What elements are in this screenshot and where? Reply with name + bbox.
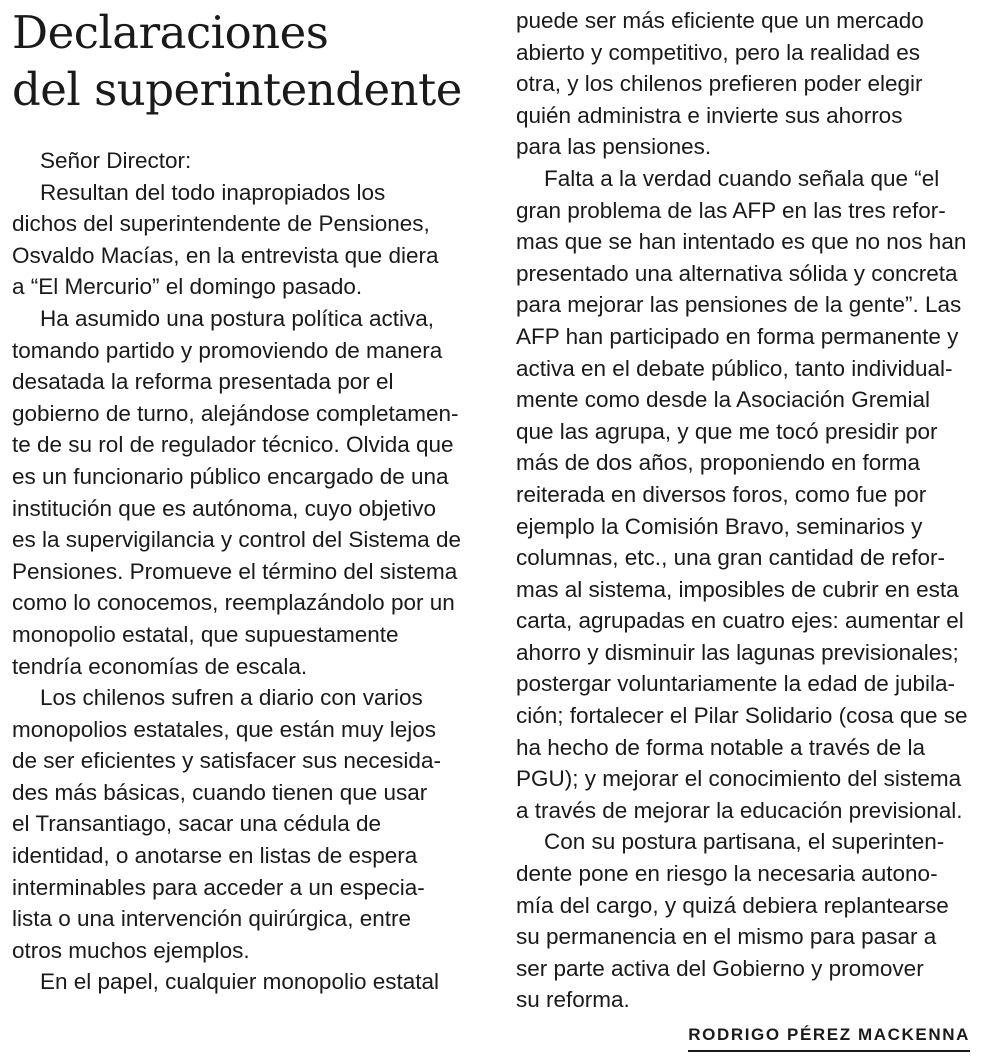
body-text-line: interminables para acceder a un especia-	[12, 874, 425, 900]
body-text-line: Osvaldo Macías, en la entrevista que diera	[12, 242, 439, 268]
body-text-line: En el papel, cualquier monopolio estatal	[40, 969, 440, 995]
body-text-line: dichos del superintendente de Pensiones,	[12, 211, 430, 237]
body-text-line: de ser eficientes y satisfacer sus necesida-	[12, 748, 441, 774]
body-text-line: para las pensiones.	[516, 134, 712, 160]
body-text-line: su permanencia en el mismo para pasar a	[516, 924, 937, 950]
body-text-line: su reforma.	[516, 987, 630, 1013]
body-text-line: monopolio estatal, que supuestamente	[12, 621, 399, 647]
body-text-line: lista o una intervención quirúrgica, entre	[12, 906, 411, 932]
body-text-line: te de su rol de regulador técnico. Olvida que	[12, 432, 454, 458]
body-text-line: Pensiones. Promueve el término del sistema	[12, 558, 458, 584]
body-text-line: puede ser más eficiente que un mercado	[516, 8, 924, 33]
body-text-line: tomando partido y promoviendo de manera	[12, 337, 443, 363]
body-text-line: tendría economías de escala.	[12, 653, 308, 679]
body-text-line: gobierno de turno, alejándose completamen-	[12, 400, 459, 426]
article-title	[12, 4, 482, 118]
body-text-line: Señor Director:	[40, 148, 192, 173]
body-text-line: presentado una alternativa sólida y concreta	[516, 260, 958, 286]
body-text-line: identidad, o anotarse en listas de espera	[12, 843, 418, 869]
body-text-line: Ha asumido una postura política activa,	[40, 305, 434, 331]
body-text-line: el Transantiago, sacar una cédula de	[12, 811, 381, 837]
body-text-line: dente pone en riesgo la necesaria autono-	[516, 861, 938, 887]
body-text-line: postergar voluntariamente la edad de jubila-	[516, 671, 956, 697]
body-text-line: que las agrupa, y que me tocó presidir por	[516, 418, 938, 444]
body-text-line: gran problema de las AFP en las tres refor-	[516, 197, 946, 223]
body-text-line: es la supervigilancia y control del Sistema de	[12, 527, 461, 553]
body-text-line: reiterada en diversos foros, como fue por	[516, 481, 927, 507]
body-text-line: ejemplo la Comisión Bravo, seminarios y	[516, 513, 923, 539]
body-text-line: columnas, etc., una gran cantidad de refor-	[516, 545, 945, 571]
body-text-line: más de dos años, proponiendo en forma	[516, 450, 921, 476]
body-text-line: Falta a la verdad cuando señala que “el	[544, 165, 940, 191]
body-text-line: desatada la reforma presentada por el	[12, 369, 394, 395]
body-text-line: mente como desde la Asociación Gremial	[516, 387, 930, 413]
body-text-line: activa en el debate público, tanto individual-	[516, 355, 953, 381]
body-text-line: PGU); y mejorar el conocimiento del sistema	[516, 766, 962, 792]
body-text-line: ción; fortalecer el Pilar Solidario (cosa que se	[516, 703, 968, 729]
body-text-line: carta, agrupadas en cuatro ejes: aumentar el	[516, 608, 964, 634]
body-text-line: mas al sistema, imposibles de cubrir en esta	[516, 576, 959, 602]
body-text-line: mía del cargo, y quizá debiera replantearse	[516, 892, 949, 918]
body-text-line: otros muchos ejemplos.	[12, 937, 250, 963]
body-text-line: a “El Mercurio” el domingo pasado.	[12, 274, 363, 300]
body-text-line: abierto y competitivo, pero la realidad es	[516, 39, 920, 65]
title-line: del superintendente	[12, 63, 462, 116]
body-text-line: Resultan del todo inapropiados los	[40, 179, 386, 205]
body-text-line: AFP han participado en forma permanente y	[516, 323, 959, 349]
body-text-line: Los chilenos sufren a diario con varios	[40, 685, 423, 711]
body-text-line: como lo conocemos, reemplazándolo por un	[12, 590, 455, 616]
body-text-line: des más básicas, cuando tienen que usar	[12, 779, 428, 805]
title-line: Declaraciones	[12, 6, 329, 59]
left-column	[12, 145, 472, 998]
body-text-line: ser parte activa del Gobierno y promover	[516, 955, 924, 981]
body-text-line: otra, y los chilenos prefieren poder elegir	[516, 71, 923, 97]
body-text-line: monopolios estatales, que están muy lejos	[12, 716, 436, 742]
body-text-line: Con su postura partisana, el superinten-	[544, 829, 945, 855]
body-text-line: a través de mejorar la educación previsional.	[516, 797, 963, 823]
body-text-line: quién administra e invierte sus ahorros	[516, 102, 903, 128]
right-column	[516, 5, 978, 1016]
author-signature: RODRIGO PÉREZ MACKENNA	[688, 1024, 970, 1052]
body-text-line: para mejorar las pensiones de la gente”. Las	[516, 292, 962, 318]
body-text-line: ha hecho de forma notable a través de la	[516, 734, 926, 760]
body-text-line: ahorro y disminuir las lagunas previsionales;	[516, 639, 959, 665]
body-text-line: mas que se han intentado es que no nos han	[516, 229, 967, 255]
body-text-line: institución que es autónoma, cuyo objetivo	[12, 495, 437, 521]
body-text-line: es un funcionario público encargado de una	[12, 463, 449, 489]
